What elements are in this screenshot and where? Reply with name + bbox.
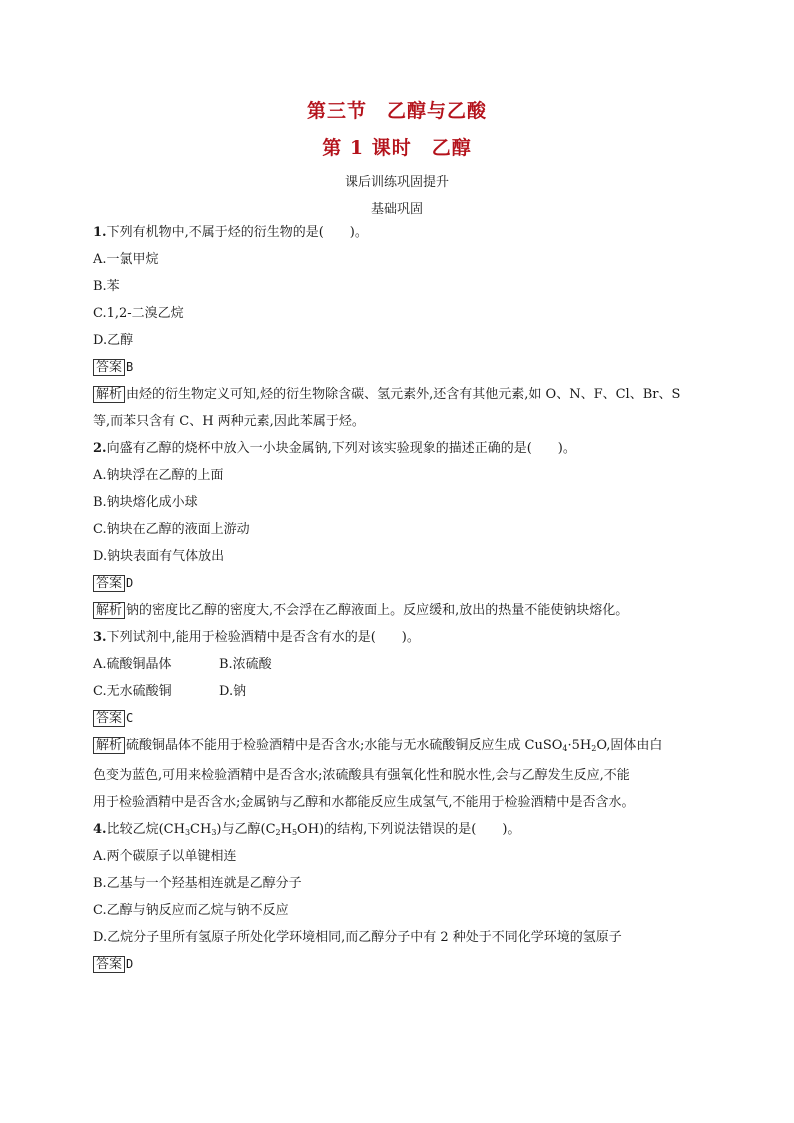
- question-1-option-c: C.1,2-二溴乙烷: [93, 306, 184, 321]
- question-4-option-c: C.乙醇与钠反应而乙烷与钠不反应: [93, 903, 289, 918]
- lesson-title: 第 1 课时 乙醇: [322, 137, 472, 159]
- question-1-option-a: A.一氯甲烷: [93, 252, 159, 267]
- analysis-tag: 解析: [93, 737, 125, 754]
- question-3-option-a: A.硫酸铜晶体: [93, 657, 172, 672]
- question-3-option-b: B.浓硫酸: [219, 657, 272, 672]
- question-4-answer: 答案 D: [93, 956, 723, 973]
- question-2-answer: 答案 D: [93, 575, 723, 592]
- question-4-stem: 4.比较乙烷(CH3CH3)与乙醇(C2H5OH)的结构,下列说法错误的是( )。: [93, 822, 521, 837]
- question-4-option-b: B.乙基与一个羟基相连就是乙醇分子: [93, 876, 302, 891]
- question-3-option-c: C.无水硫酸铜: [93, 684, 172, 699]
- level-label: 基础巩固: [370, 202, 423, 217]
- question-4-option-d: D.乙烷分子里所有氢原子所处化学环境相同,而乙醇分子中有 2 种处于不同化学环境的氢原子: [93, 930, 622, 945]
- question-2-option-b: B.钠块熔化成小球: [93, 495, 198, 510]
- answer-tag: 答案: [93, 359, 125, 376]
- question-1-option-d: D.乙醇: [93, 333, 134, 348]
- question-3-options-ab: [93, 656, 723, 673]
- section-title: 第三节 乙醇与乙酸: [306, 100, 487, 122]
- question-3-analysis: 解析 硫酸铜晶体不能用于检验酒精中是否含水;水能与无水硫酸铜反应生成 CuSO4·5H2O,固体由白 色变为蓝色,可用来检验酒精中是否含水;浓硫酸具有强氧化性和脱水性,会与乙醇发生反应,不能 用于检验酒精中是否含水;金属钠与乙醇和水都能反应生成氢气,不能用于检验酒精中是否含水。: [93, 738, 663, 810]
- question-2-option-d: D.钠块表面有气体放出: [93, 549, 225, 564]
- question-1-analysis: 解析 由烃的衍生物定义可知,烃的衍生物除含碳、氢元素外,还含有其他元素,如 O、N、F、Cl、Br、S 等,而苯只含有 C、H 两种元素,因此苯属于烃。: [93, 387, 681, 429]
- question-2-option-c: C.钠块在乙醇的液面上游动: [93, 522, 250, 537]
- question-1-stem: 1.下列有机物中,不属于烃的衍生物的是( )。: [93, 225, 368, 240]
- question-3-answer: 答案 C: [93, 710, 723, 727]
- question-2-analysis: 解析 钠的密度比乙醇的密度大,不会浮在乙醇液面上。反应缓和,放出的热量不能使钠块熔化。: [93, 602, 723, 619]
- question-2-option-a: A.钠块浮在乙醇的上面: [93, 468, 224, 483]
- question-list: [93, 224, 723, 983]
- question-3-option-d: D.钠: [219, 684, 247, 699]
- answer-tag: 答案: [93, 956, 125, 973]
- question-3-stem: 3.下列试剂中,能用于检验酒精中是否含有水的是( )。: [93, 630, 420, 645]
- answer-tag: 答案: [93, 710, 125, 727]
- question-2-stem: 2.向盛有乙醇的烧杯中放入一小块金属钠,下列对该实验现象的描述正确的是( )。: [93, 441, 576, 456]
- question-1-option-b: B.苯: [93, 279, 120, 294]
- question-4-option-a: A.两个碳原子以单键相连: [93, 849, 237, 864]
- question-3-options-cd: [93, 683, 723, 700]
- section-label: 课后训练巩固提升: [344, 175, 449, 190]
- answer-tag: 答案: [93, 575, 125, 592]
- question-1-answer: 答案 B: [93, 359, 723, 376]
- analysis-tag: 解析: [93, 386, 125, 403]
- analysis-tag: 解析: [93, 602, 125, 619]
